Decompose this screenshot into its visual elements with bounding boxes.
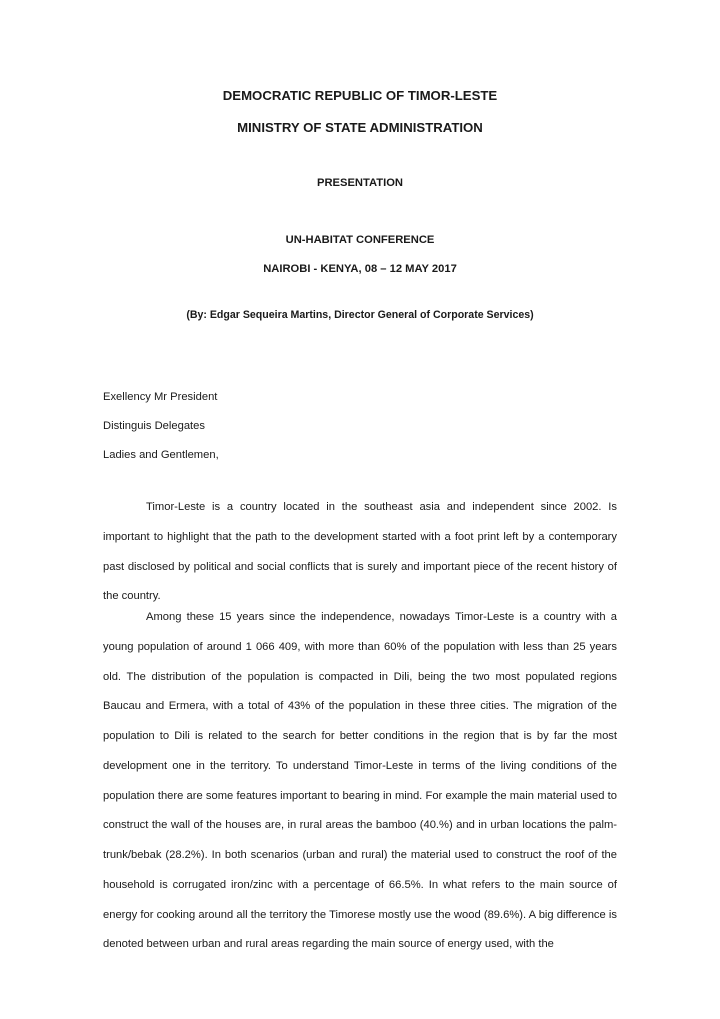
- document-type-heading: PRESENTATION: [317, 177, 403, 189]
- body-paragraph: Timor-Leste is a country located in the southeast asia and independent since 2002. Is important to highlight that the path to the development started with a foot print left by a contemporary past disclosed by political and social conflicts that is surely and important piece of the recent history of the country.: [103, 501, 617, 603]
- author-line: (By: Edgar Sequeira Martins, Director General of Corporate Services): [186, 309, 534, 321]
- salutation-line: Distinguis Delegates: [103, 420, 205, 432]
- conference-heading: UN-HABITAT CONFERENCE: [285, 234, 435, 246]
- salutation-line: Ladies and Gentlemen,: [103, 449, 219, 461]
- ministry-heading: MINISTRY OF STATE ADMINISTRATION: [237, 120, 483, 135]
- country-heading: DEMOCRATIC REPUBLIC OF TIMOR-LESTE: [222, 88, 498, 103]
- location-date-heading: NAIROBI - KENYA, 08 – 12 MAY 2017: [263, 263, 457, 275]
- salutation-line: Exellency Mr President: [103, 391, 218, 403]
- body-paragraph: Among these 15 years since the independence, nowadays Timor-Leste is a country with a young population of around 1 066 409, with more than 60% of the population with less than 25 years old. The distribution of the population is compacted in Dili, being the two most populated regions Baucau and Ermera, with a total of 43% of the population in these three cities. The migration of the population to Dili is related to the search for better conditions in the region that is by far the most development one in the territory. To understand Timor-Leste in terms of the living conditions of the population there are some features important to bearing in mind. For example the main material used to construct the wall of the houses are, in rural areas the bamboo (40.%) and in urban locations the palm- trunk/bebak (28.2%). In both scenarios (urban and rural) the material used to construct the roof of the household is corrugated iron/zinc with a percentage of 66.5%. In what refers to the main source of energy for cooking around all the territory the Timorese mostly use the wood (89.6%). A big difference is denoted between urban and rural areas regarding the main source of energy used, with the: [103, 611, 617, 951]
